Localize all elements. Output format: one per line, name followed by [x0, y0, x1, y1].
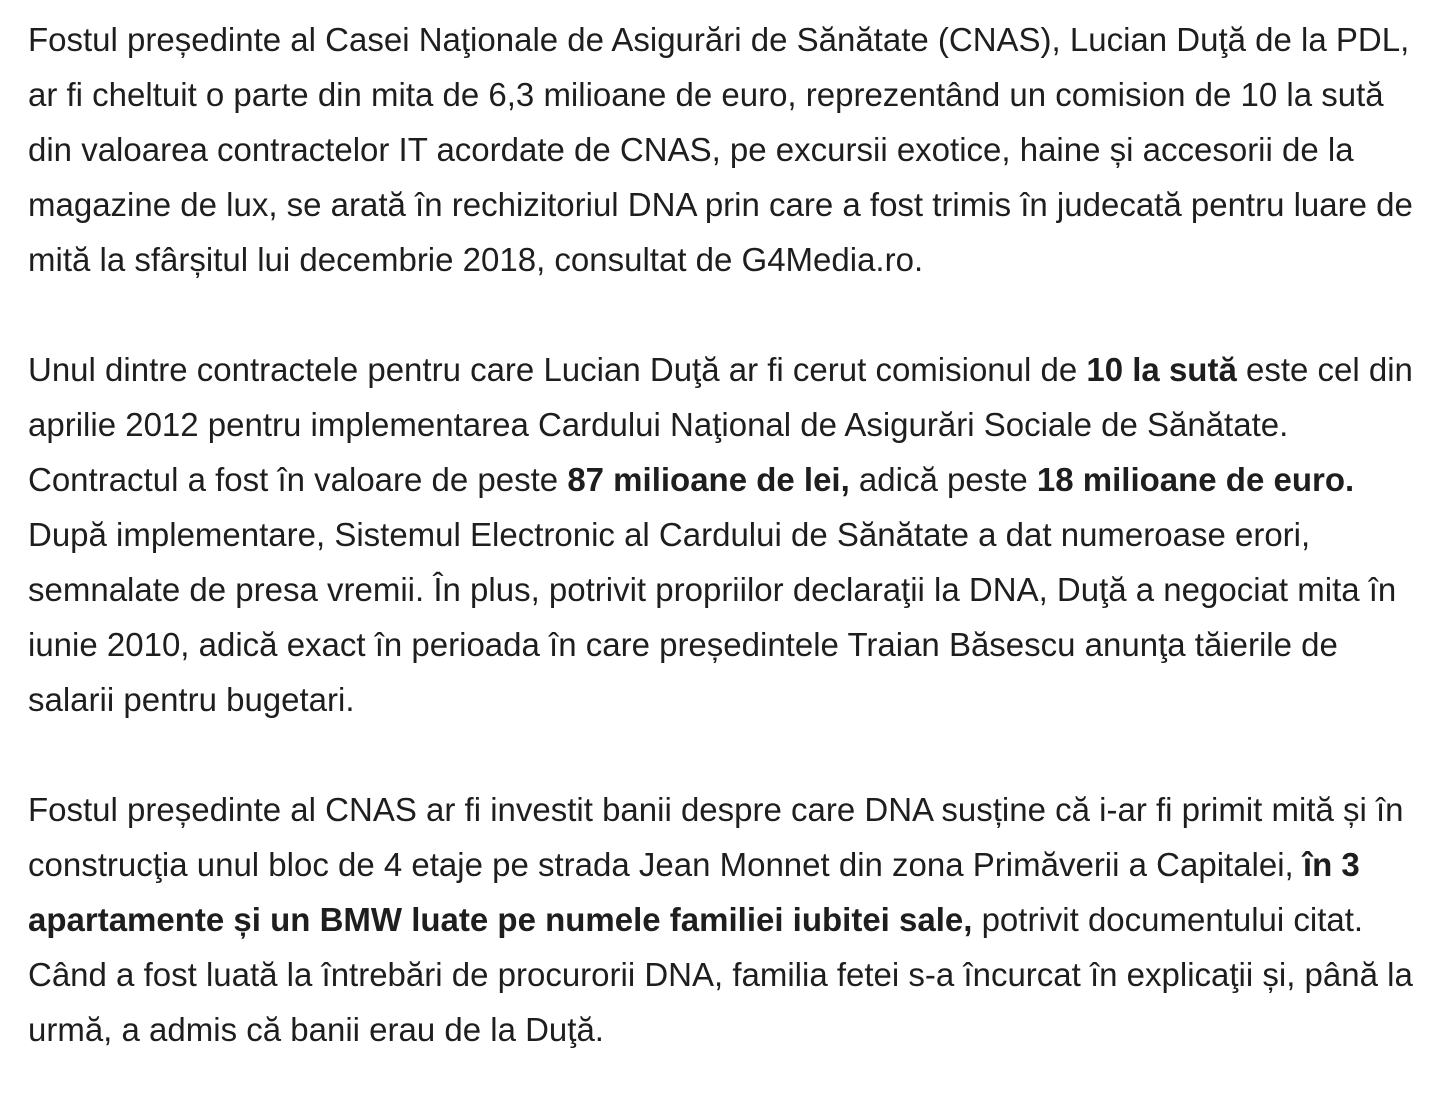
- paragraph-2-bold-lei: 87 milioane de lei,: [567, 461, 850, 498]
- paragraph-2-text-1: Unul dintre contractele pentru care Lucian Duţă ar fi cerut comisionul de: [28, 351, 1087, 388]
- paragraph-2: [28, 342, 1428, 727]
- paragraph-2-text-3: adică peste: [849, 461, 1037, 498]
- paragraph-2-bold-euro: 18 milioane de euro.: [1036, 461, 1355, 498]
- paragraph-1: [28, 12, 1428, 287]
- paragraph-2-bold-percent: 10 la sută: [1086, 351, 1237, 388]
- paragraph-2-text-2: este cel din aprilie 2012 pentru implementarea Cardului Naţional de Asigurări Sociale de Sănătate. Contractul a fost în valoare de peste: [28, 351, 1413, 498]
- paragraph-3-bold-assets: în 3 apartamente și un BMW luate pe numele familiei iubitei sale,: [28, 846, 1360, 938]
- paragraph-3-text-2: potrivit documentului citat. Când a fost luată la întrebări de procurorii DNA, familia fetei s-a încurcat în explicaţii și, până la urmă, a admis că banii erau de la Duţă.: [28, 901, 1413, 1048]
- paragraph-2-text-4: După implementare, Sistemul Electronic al Cardului de Sănătate a dat numeroase erori, semnalate de presa vremii. În plus, potrivit propriilor declaraţii la DNA, Duţă a negociat mita în iunie 2010, adică exact în perioada în care președintele Traian Băsescu anunţa tăierile de salarii pentru bugetari.: [28, 516, 1397, 718]
- paragraph-3: [28, 782, 1428, 1057]
- article-body: [28, 12, 1428, 1057]
- paragraph-3-text-1: Fostul președinte al CNAS ar fi investit banii despre care DNA susține că i-ar fi primit mită și în construcţia unul bloc de 4 etaje pe strada Jean Monnet din zona Primăverii a Capitalei,: [28, 791, 1404, 883]
- paragraph-1-text: Fostul președinte al Casei Naţionale de Asigurări de Sănătate (CNAS), Lucian Duţă de la PDL, ar fi cheltuit o parte din mita de 6,3 milioane de euro, reprezentând un comision de 10 la sută din valoarea contractelor IT acordate de CNAS, pe excursii exotice, haine și accesorii de la magazine de lux, se arată în rechizitoriul DNA prin care a fost trimis în judecată pentru luare de mită la sfârșitul lui decembrie 2018, consultat de G4Media.ro.: [28, 21, 1413, 278]
